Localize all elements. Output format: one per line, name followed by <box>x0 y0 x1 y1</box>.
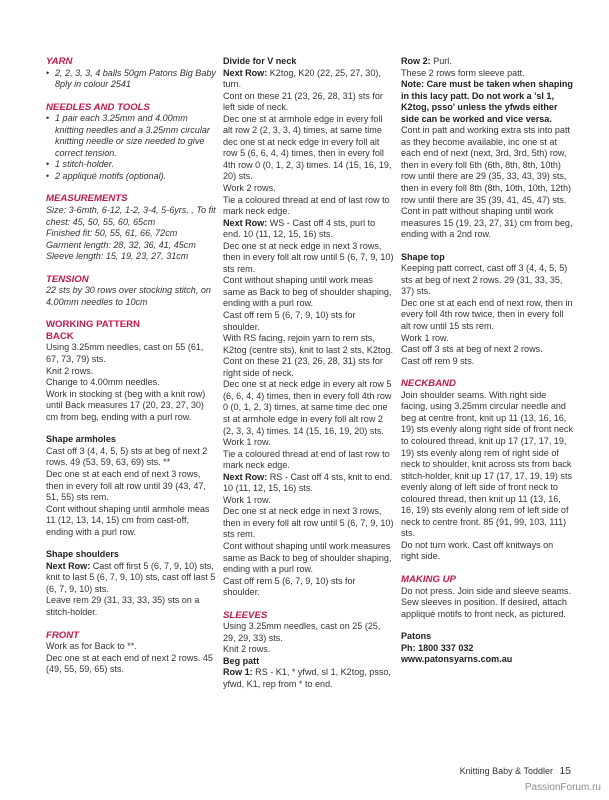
needles-item: • 1 stitch-holder. <box>46 159 217 171</box>
vneck-para: Dec one st at armhole edge in every foll alt row 2 (2, 3, 3, 4) times, at same time dec one st at neck edge in every foll alt row 5 (6, 6, 4, 4) times, then in every foll 4th row 0 (0, 1, 2, 3) times. 14 (15, 16, 19, 20) sts. <box>223 113 392 182</box>
neckband-heading: NECKBAND <box>401 378 456 390</box>
vneck-next-row-label: Next Row: <box>223 67 268 78</box>
vneck-next-row <box>223 68 394 91</box>
sleeves-row2-text: Purl. <box>430 56 452 66</box>
vneck-ws-row-text: WS - Cast off 4 sts, purl to end. 10 (11, 12, 15, 16) sts. <box>223 217 376 240</box>
measurements-heading: MEASUREMENTS <box>46 193 128 205</box>
vneck-para: Work 1 row. <box>223 437 271 448</box>
armholes-para: Cast off 3 (4, 4, 5, 5) sts at beg of next 2 rows. 49 (53, 59, 63, 69) sts. ** <box>46 445 208 468</box>
beg-patt-heading: Beg patt <box>223 655 260 666</box>
vneck-para: Cont on these 21 (23, 26, 28, 31) sts for left side of neck. <box>223 90 383 113</box>
shape-top-para: Work 1 row. <box>401 332 449 343</box>
vneck-rs-row <box>223 472 394 495</box>
neckband-after: Do not turn work. Cast off knitways on right side. <box>401 539 554 562</box>
armholes-heading: Shape armholes <box>46 434 116 445</box>
vneck-para: Cast off rem 5 (6, 7, 9, 10) sts for shoulder. <box>223 575 356 598</box>
vneck-para: Dec one st at neck edge in every alt row 5 (6, 6, 4, 4) times, then in every foll 4th row 0 (0, 1, 2, 3) times, at same time dec one st at armhole edge in every foll alt row 2 (2, 3, 3, 4) times. 14 (15, 16, 19, 20) sts. <box>223 379 392 436</box>
vneck-rs-row-label: Next Row: <box>223 471 268 482</box>
back-para: Knit 2 rows. <box>46 365 94 376</box>
yarn-list <box>46 68 217 91</box>
vneck-ws-row <box>223 218 394 241</box>
back-para: Using 3.25mm needles, cast on 55 (61, 67, 73, 79) sts. <box>46 342 204 365</box>
tension-heading: TENSION <box>46 273 89 285</box>
measurement-sleeve: Sleeve length: 15, 19, 23, 27, 31cm <box>46 251 189 262</box>
shape-top-heading: Shape top <box>401 251 445 262</box>
watermark: PassionForum.ru <box>524 782 601 793</box>
sleeves-para-after: Cont in patt without shaping until work measures 15 (19, 23, 27, 31) cm from beg, ending with a 2nd row. <box>401 206 573 240</box>
footer-publication <box>460 766 559 776</box>
making-up-text: Do not press. Join side and sleeve seams. Sew sleeves in position. If desired, attach appliqué motifs to front neck, as pictured. <box>401 585 571 619</box>
shape-top-para: Keeping patt correct, cast off 3 (4, 4, 5, 5) sts at beg of next 2 rows. 29 (31, 33, 35, 37) sts. <box>401 263 568 297</box>
vneck-para: Cont without shaping until work meas same as Back to beg of shoulder shaping, ending with a purl row. <box>223 275 392 309</box>
shoulders-row-label: Next Row: <box>46 560 91 571</box>
column-left <box>46 56 217 676</box>
vneck-rs-row-text: RS - Cast off 4 sts, knit to end. 10 (11, 12, 15, 16) sts. <box>223 471 393 494</box>
vneck-para: Cont without shaping until work measures same as Back to beg of shoulder shaping, ending with a purl row. <box>223 540 392 575</box>
armholes-para: Cont without shaping until armhole meas 11 (12, 13, 14, 15) cm from cast-off, ending with a purl row. <box>46 503 210 537</box>
vneck-para: Dec one st at neck edge in next 3 rows, then in every foll alt row until 5 (6, 7, 9, 10) sts rem. <box>223 506 394 540</box>
sleeves-para-after: Cont in patt and working extra sts into patt as they become available, inc one st at each end of next (next, 3rd, 3rd, 5th) row, then in every foll 6th (6th, 8th, 8th, 10th) row until there are 29 (35, 33, 43, 39) sts, then in every foll 8th (8th, 10th, 10th, 12th) row until there are 35 (39, 41, 45, 47) sts. <box>401 125 571 205</box>
contact-phone: Ph: 1800 337 032 <box>401 642 474 653</box>
sleeves-row1 <box>223 667 394 690</box>
vneck-next-row-text: K2tog, K20 (22, 25, 27, 30), turn. <box>223 67 381 90</box>
measurement-length: Garment length: 28, 32, 36, 41, 45cm <box>46 239 196 250</box>
column-right <box>401 56 573 666</box>
sleeves-row1-label: Row 1: <box>223 667 253 678</box>
front-heading: FRONT <box>46 629 80 641</box>
needles-heading: NEEDLES AND TOOLS <box>46 101 150 113</box>
sleeves-row2-label: Row 2: <box>401 56 431 66</box>
sleeves-row1-text: RS - K1, * yfwd, sl 1, K2tog, psso, yfwd, K1, rep from * to end. <box>223 667 391 689</box>
sleeves-after-row2: These 2 rows form sleeve patt. <box>401 67 525 78</box>
shape-top-para: Cast off 3 sts at beg of next 2 rows. <box>401 344 543 355</box>
measurement-finished: Finished fit: 50, 55, 61, 66, 72cm <box>46 228 178 239</box>
working-pattern-heading: WORKING PATTERN <box>46 319 140 331</box>
vneck-para: Cont on these 21 (23, 26, 28, 31) sts for right side of neck. <box>223 356 383 378</box>
sleeves-para: Knit 2 rows. <box>223 644 271 655</box>
contact-brand: Patons <box>401 631 432 642</box>
sleeves-heading: SLEEVES <box>223 609 268 621</box>
shoulders-row-text: Cast off first 5 (6, 7, 9, 10) sts, knit to last 5 (6, 7, 9, 10) sts, cast off last 5 (6, 7, 9, 10) sts. <box>46 560 216 594</box>
shape-top-para: Cast off rem 9 sts. <box>401 355 475 366</box>
shoulders-row <box>46 561 217 596</box>
needles-item: • 2 appliqué motifs (optional). <box>46 171 217 183</box>
back-para: Change to 4.00mm needles. <box>46 377 160 388</box>
neckband-text: Join shoulder seams. With right side facing, using 3.25mm circular needle and beg at centre front, knit up 11 (13, 16, 16, 19) sts evenly along right side of front neck to coloured thread, knit up 17 (17, 17, 19, 19) sts evenly along rem of right side of neck to shoulder, knit across sts from back stitch-holder, knit up 17 (17, 17, 19, 19) sts evenly along of left side of front neck to coloured thread, then knit up 11 (13, 16, 16, 19) sts evenly along rem of left side of neck to centre front. 85 (91, 99, 103, 111) sts. <box>401 389 573 539</box>
vneck-ws-row-label: Next Row: <box>223 217 268 228</box>
needles-list <box>46 113 217 182</box>
yarn-item: • 2, 2, 3, 3, 4 balls 50gm Patons Big Baby 8ply in colour 2541 <box>46 68 217 91</box>
back-heading: BACK <box>46 330 74 342</box>
tension-text: 22 sts by 30 rows over stocking stitch, on 4.00mm needles to 10cm <box>46 285 211 307</box>
shoulders-heading: Shape shoulders <box>46 549 119 560</box>
making-up-heading: MAKING UP <box>401 573 456 585</box>
yarn-heading: YARN <box>46 56 73 67</box>
vneck-heading: Divide for V neck <box>223 56 297 66</box>
shape-top-para: Dec one st at each end of next row, then in every foll 4th row twice, then in every foll alt row until 15 sts rem. <box>401 297 573 332</box>
sleeves-note: Note: Care must be taken when shaping in this lacy patt. Do not work a 'sl 1, K2tog, psso' unless the yfwds either side can be worked and vice versa. <box>401 79 573 124</box>
front-para: Dec one st at each end of next 2 rows. 45 (49, 55, 59, 65) sts. <box>46 652 213 675</box>
vneck-para: Tie a coloured thread at end of last row to mark neck edge. <box>223 448 390 471</box>
back-para: Work in stocking st (beg with a knit row) until Back measures 17 (20, 23, 27, 30) cm from beg, ending with a purl row. <box>46 388 206 422</box>
measurement-size: Size: 3-6mth, 6-12, 1-2, 3-4, 5-6yrs, , To fit chest: 45, 50, 55, 60, 65cm <box>46 205 216 227</box>
vneck-para: Dec one st at neck edge in next 3 rows, then in every foll alt row until 5 (6, 7, 9, 10) sts rem. <box>223 240 394 274</box>
footer-publication-text: Knitting Baby & Toddler <box>459 766 553 776</box>
vneck-para: Work 1 row. <box>223 494 271 505</box>
front-para: Work as for Back to **. <box>46 641 137 652</box>
column-middle <box>223 56 394 691</box>
sleeves-para: Using 3.25mm needles, cast on 25 (25, 29, 29, 33) sts. <box>223 621 381 643</box>
sleeves-row2 <box>401 56 573 68</box>
vneck-para: Cast off rem 5 (6, 7, 9, 10) sts for shoulder. <box>223 310 356 332</box>
page-number: 15 <box>559 765 571 777</box>
vneck-para: Work 2 rows. <box>223 183 276 194</box>
vneck-para: Tie a coloured thread at end of last row to mark neck edge. <box>223 194 390 217</box>
shoulders-after: Leave rem 29 (31, 33, 33, 35) sts on a stitch-holder. <box>46 595 200 617</box>
needles-item: • 1 pair each 3.25mm and 4.00mm knitting needles and a 3.25mm circular knitting needle or size needed to give correct tension. <box>46 113 217 159</box>
contact-website[interactable]: www.patonsyarns.com.au <box>401 654 513 665</box>
armholes-para: Dec one st at each end of next 3 rows, then in every foll alt row until 39 (43, 47, 51, 55) sts rem. <box>46 468 206 503</box>
vneck-para: With RS facing, rejoin yarn to rem sts, K2tog (centre sts), knit to last 2 sts, K2tog. <box>223 333 393 355</box>
